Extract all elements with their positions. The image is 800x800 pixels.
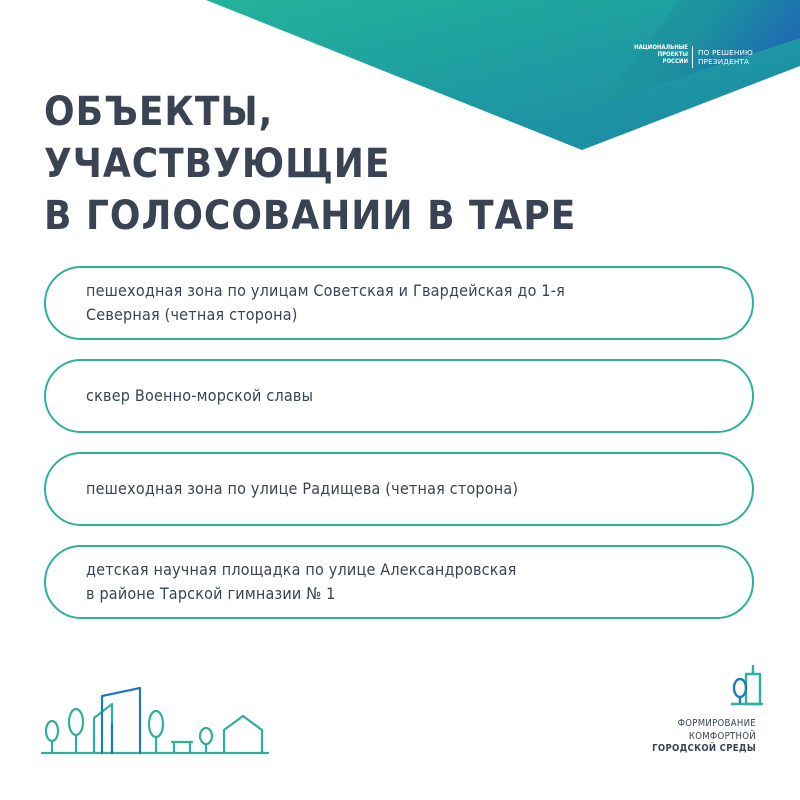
program-logo-text — [630, 718, 756, 756]
city-skyline-icon — [40, 684, 270, 756]
list-item-text — [86, 477, 518, 501]
title-line: УЧАСТВУЮЩИЕ — [44, 141, 391, 187]
title-line: В ГОЛОСОВАНИИ В ТАРЕ — [44, 193, 577, 239]
list-item-text — [86, 384, 313, 408]
list-item-text — [86, 279, 565, 327]
comfortable-urban-environment-icon — [726, 664, 766, 708]
logo-line: ФОРМИРОВАНИЕ — [677, 718, 756, 729]
objects-list — [44, 266, 756, 638]
title-line: ОБЪЕКТЫ, — [44, 89, 274, 135]
list-item — [44, 452, 754, 526]
comfortable-urban-environment-logo — [630, 664, 770, 764]
president-decision-text — [698, 48, 778, 66]
logo-line: ПРЕЗИДЕНТА — [698, 57, 750, 66]
page-title — [44, 86, 576, 242]
list-item — [44, 545, 754, 619]
list-item-line: Северная (четная сторона) — [86, 305, 298, 324]
list-item — [44, 359, 754, 433]
list-item-line: в районе Тарской гимназии № 1 — [86, 584, 336, 603]
logo-line: РОССИИ — [662, 58, 688, 66]
list-item-text — [86, 558, 517, 606]
list-item — [44, 266, 754, 340]
logo-line: КОМФОРТНОЙ — [688, 730, 756, 742]
logo-line: ГОРОДСКОЙ СРЕДЫ — [652, 743, 756, 754]
national-projects-logo — [596, 44, 776, 72]
list-item-line: пешеходная зона по улице Радищева (четная сторона) — [86, 479, 519, 498]
logo-line: ПО РЕШЕНИЮ — [698, 48, 753, 57]
list-item-line: сквер Военно-морской славы — [86, 386, 314, 405]
logo-line: ПРОЕКТЫ — [657, 51, 688, 59]
list-item-line: детская научная площадка по улице Александровская — [86, 560, 517, 579]
logo-line: НАЦИОНАЛЬНЫЕ — [634, 44, 688, 51]
logo-divider — [692, 46, 693, 68]
national-projects-logo-text — [596, 44, 688, 66]
list-item-line: пешеходная зона по улицам Советская и Гвардейская до 1-я — [86, 281, 565, 300]
